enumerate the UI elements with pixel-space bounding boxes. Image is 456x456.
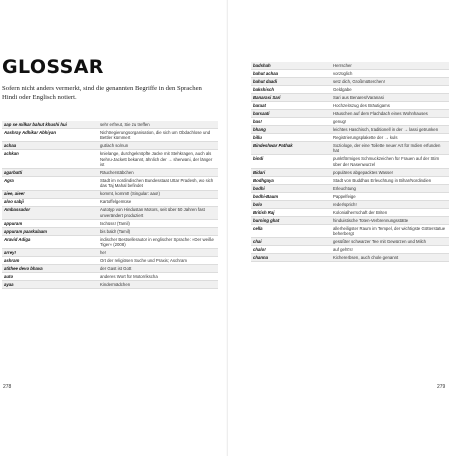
glossary-definition: vorzüglich	[331, 70, 449, 78]
glossary-row	[2, 150, 218, 169]
glossary-definition: auf geht's!	[331, 246, 449, 254]
glossary-term: bodhi-Baum	[251, 192, 331, 200]
glossary-term: atithee devo bhava	[2, 265, 98, 273]
glossary-row	[251, 86, 449, 94]
glossary-row	[251, 192, 449, 200]
glossary-row	[2, 236, 218, 249]
glossary-term: Agra	[2, 177, 98, 190]
glossary-definition: Geldgabe	[331, 86, 449, 94]
glossary-table-left	[2, 121, 218, 289]
glossary-definition: gesüßter schwarzer Tee mit Gewürzen und Milch	[331, 238, 449, 246]
glossary-row	[251, 176, 449, 184]
glossary-definition: Kindermädchen	[98, 281, 218, 289]
glossary-definition: Häuschen auf dem Flachdach eines Wohnhauses	[331, 110, 449, 118]
glossary-definition: Registrierungsplakette der → kuls	[331, 134, 449, 142]
glossary-table-right	[251, 62, 449, 262]
glossary-row	[251, 110, 449, 118]
glossary-definition: Erleuchtung	[331, 184, 449, 192]
glossary-definition: gut/ach so/nun	[98, 142, 218, 150]
glossary-row	[251, 208, 449, 216]
glossary-term: bahut daadi	[251, 78, 331, 86]
glossary-row	[251, 200, 449, 208]
glossary-term: channa	[251, 254, 331, 262]
glossary-term: arrey!	[2, 249, 98, 257]
glossary-definition: Herrscher	[331, 62, 449, 70]
glossary-term: Aravid Adiga	[2, 236, 98, 249]
glossary-term: bhang	[251, 126, 331, 134]
glossary-definition: bis bald! (Tamil)	[98, 228, 218, 236]
glossary-row	[251, 216, 449, 224]
page-number-left: 278	[3, 384, 12, 390]
glossary-definition: Sari aus Benares/Varanasi	[331, 94, 449, 102]
glossary-definition: Räucherstäbchen	[98, 169, 218, 177]
glossary-row	[2, 169, 218, 177]
glossary-term: aap se milkar bahut khushi hui	[2, 121, 98, 129]
glossary-definition: Stadt von Buddhas Erleuchtung in Bihar/Nordindien	[331, 176, 449, 184]
glossary-row	[2, 281, 218, 289]
glossary-row	[251, 155, 449, 168]
glossary-definition: indischer Bestsellerautor in englischer Sprache: »Der weiße Tiger« (2008)	[98, 236, 218, 249]
glossary-row	[251, 126, 449, 134]
glossary-definition: Kolonialherrschaft der Briten	[331, 208, 449, 216]
glossary-term: achaa	[2, 142, 98, 150]
glossary-term: Bodhgaya	[251, 176, 331, 184]
glossary-row	[2, 265, 218, 273]
glossary-definition: allerheiligster Raum im Tempel, der wichtigste Götterstatue beherbergt	[331, 224, 449, 237]
glossary-term: aloo sabji	[2, 198, 98, 206]
glossary-row	[251, 134, 449, 142]
glossary-term: bolo	[251, 200, 331, 208]
glossary-definition: leichtes Haschisch, traditionell in der → lassi getrunken	[331, 126, 449, 134]
glossary-definition: tschüss! (Tamil)	[98, 220, 218, 228]
glossary-term: baraat	[251, 102, 331, 110]
glossary-term: Bindeshwar Pathak	[251, 142, 331, 155]
glossary-row	[251, 78, 449, 86]
glossary-row	[251, 70, 449, 78]
glossary-term: ashram	[2, 257, 98, 265]
glossary-row	[2, 129, 218, 142]
glossary-term: ayaa	[2, 281, 98, 289]
glossary-term: barsaati	[251, 110, 331, 118]
glossary-definition: Kartoffelgemüse	[98, 198, 218, 206]
glossary-term: bindi	[251, 155, 331, 168]
glossary-term: appuram	[2, 220, 98, 228]
glossary-term: Ambassador	[2, 206, 98, 219]
glossary-term: aiee, aiee!	[2, 190, 98, 198]
glossary-definition: der Gast ist Gott	[98, 265, 218, 273]
glossary-term: bas!	[251, 118, 331, 126]
glossary-row	[251, 184, 449, 192]
glossary-row	[251, 168, 449, 176]
glossary-term: Aashray Adhikar Abhiyan	[2, 129, 98, 142]
glossary-row	[251, 246, 449, 254]
glossary-definition: anderes Wort für Motorrikscha	[98, 273, 218, 281]
intro-paragraph: Sofern nicht anders vermerkt, sind die genannten Begriffe in den Sprachen Hindi oder Englisch notiert.	[2, 85, 202, 101]
glossary-row	[2, 121, 218, 129]
glossary-row	[251, 238, 449, 246]
glossary-definition: rede!/sprich!	[331, 200, 449, 208]
page-number-right: 279	[437, 384, 446, 390]
glossary-row	[2, 198, 218, 206]
glossary-definition: Ort der religiösen Suche und Praxis; Aschram	[98, 257, 218, 265]
glossary-term: appuram paarkalaam	[2, 228, 98, 236]
glossary-term: billu	[251, 134, 331, 142]
glossary-term: badshah	[251, 62, 331, 70]
glossary-definition: Autotyp von Hindustan Motors, seit über 50 Jahren fast unverändert produziert	[98, 206, 218, 219]
glossary-definition: Pappelfeige	[331, 192, 449, 200]
glossary-row	[2, 220, 218, 228]
glossary-term: cella	[251, 224, 331, 237]
glossary-definition: kommt, kommt! (Singular: aao!)	[98, 190, 218, 198]
glossary-definition: hinduistische Toten-Verbrennungsstätte	[331, 216, 449, 224]
glossary-definition: Nichtregierungsorganisation, die sich um Obdachlose und Bettler kümmert	[98, 129, 218, 142]
glossary-row	[2, 257, 218, 265]
glossary-row	[2, 190, 218, 198]
glossary-definition: Stadt im nordindischen Bundesstaat Uttar Pradesh, wo sich das Taj Mahal befindet	[98, 177, 218, 190]
glossary-definition: knielange, durchgeknöpfte Jacke mit Stehkragen, auch als Nehru-Jackett bekannt, ähnlich der → sherwani, der länger ist	[98, 150, 218, 169]
glossary-row	[2, 142, 218, 150]
glossary-row	[251, 118, 449, 126]
glossary-definition: Soziologe, der eine Toilette neuer Art für Indien erfunden hat	[331, 142, 449, 155]
glossary-definition: punktförmiges Schmuckzeichen für Frauen auf der Stirn über der Nasenwurzel	[331, 155, 449, 168]
glossary-term: burning ghat	[251, 216, 331, 224]
glossary-row	[2, 249, 218, 257]
glossary-row	[2, 177, 218, 190]
glossary-definition: Hochzeitszug des Bräutigams	[331, 102, 449, 110]
glossary-definition: sehr erfreut, Sie zu treffen	[98, 121, 218, 129]
glossary-term: achkan	[2, 150, 98, 169]
page-title: GLOSSAR	[2, 56, 104, 78]
glossary-row	[2, 228, 218, 236]
glossary-term: bodhi	[251, 184, 331, 192]
glossary-row	[251, 142, 449, 155]
glossary-term: British Raj	[251, 208, 331, 216]
glossary-definition: setz dich, Großmütterchen!	[331, 78, 449, 86]
glossary-definition: genug!	[331, 118, 449, 126]
glossary-term: chai	[251, 238, 331, 246]
glossary-term: bahut achaa	[251, 70, 331, 78]
glossary-definition: Kichererbsen, auch chole genannt	[331, 254, 449, 262]
glossary-term: auto	[2, 273, 98, 281]
glossary-row	[251, 102, 449, 110]
glossary-row	[2, 206, 218, 219]
glossary-term: chalo!	[251, 246, 331, 254]
glossary-row	[251, 62, 449, 70]
glossary-term: Bidari	[251, 168, 331, 176]
glossary-term: bakshisch	[251, 86, 331, 94]
glossary-row	[251, 254, 449, 262]
glossary-definition: populäres abgepacktes Wasser	[331, 168, 449, 176]
glossary-term: agarbatti	[2, 169, 98, 177]
glossary-term: Banarasi Sari	[251, 94, 331, 102]
glossary-definition: he!	[98, 249, 218, 257]
glossary-row	[251, 224, 449, 237]
glossary-row	[251, 94, 449, 102]
glossary-row	[2, 273, 218, 281]
